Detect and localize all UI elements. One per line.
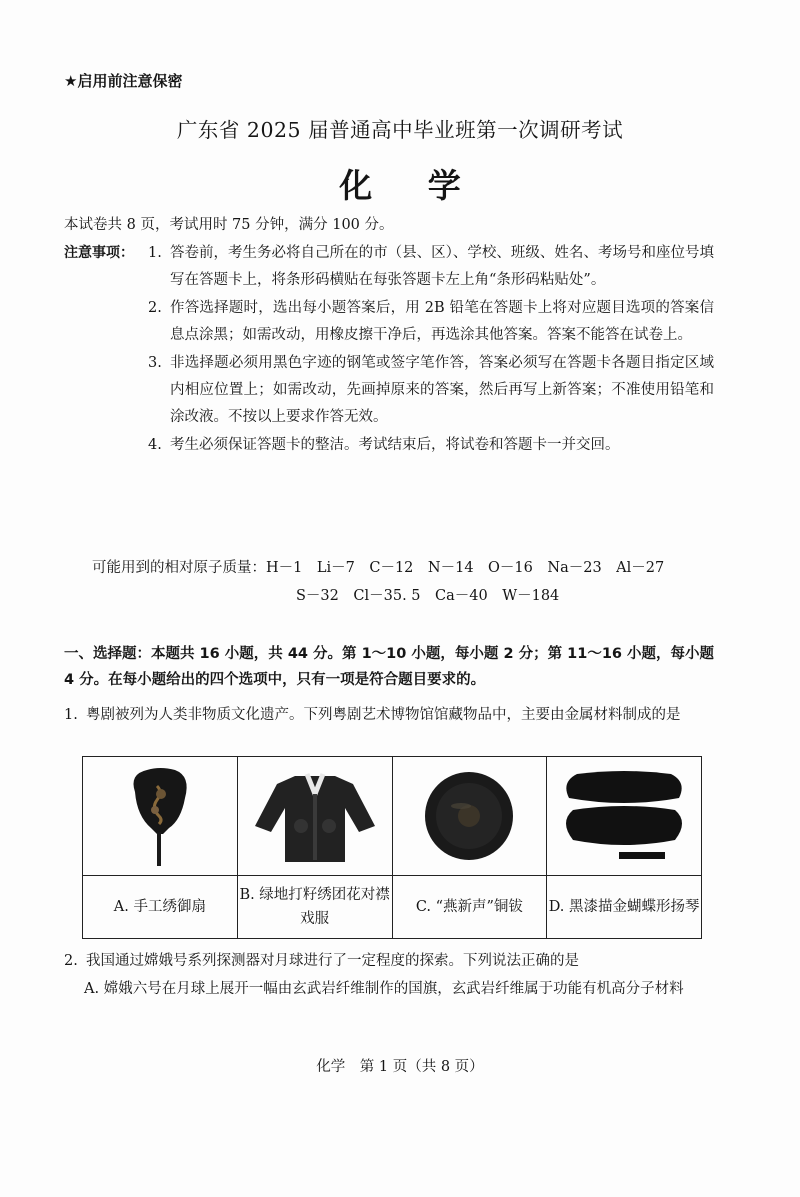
question-text: 我国通过嫦娥号系列探测器对月球进行了一定程度的探索。下列说法正确的是	[86, 953, 579, 969]
note-number: 1.	[148, 245, 162, 261]
yangqin-icon	[559, 768, 689, 864]
note-text: 答卷前，考生务必将自己所在的市（县、区）、学校、班级、姓名、考场号和座位号填写在答题卡上，将条形码横贴在每张答题卡左上角“条形码粘贴处”。	[170, 245, 714, 288]
question-2-option-a: A. 嫦娥六号在月球上展开一幅由玄武岩纤维制作的国旗，玄武岩纤维属于功能有机高分子材料	[84, 981, 684, 997]
note-item	[64, 432, 714, 459]
note-number: 2.	[148, 300, 162, 317]
atomic-mass-line2: S－32 Cl－35. 5 Ca－40 W－184	[296, 588, 560, 604]
option-b-image	[237, 757, 392, 876]
option-d-label: D. 黑漆描金蝴蝶形扬琴	[547, 876, 702, 939]
atomic-mass-line1: 可能用到的相对原子质量：H－1 Li－7 C－12 N－14 O－16 Na－23 Al－27	[92, 560, 665, 576]
option-d-image	[547, 757, 702, 876]
note-item	[64, 240, 714, 293]
question-number: 2.	[64, 953, 78, 969]
options-table	[82, 756, 702, 939]
question-1	[64, 702, 714, 728]
note-text: 非选择题必须用黑色字迹的钢笔或签字笔作答，答案必须写在答题卡各题目指定区域内相应位置上；如需改动，先画掉原来的答案，然后再写上新答案；不准使用铅笔和涂改液。不按以上要求作答无效。	[170, 355, 714, 425]
note-text: 考生必须保证答题卡的整洁。考试结束后，将试卷和答题卡一并交回。	[170, 437, 620, 454]
question-number: 1.	[64, 707, 78, 723]
question-2	[64, 948, 714, 974]
note-number: 4.	[148, 437, 162, 454]
atomic-mass-block	[92, 554, 712, 610]
option-c-label: C. “燕新声”铜钹	[392, 876, 547, 939]
note-item	[64, 295, 714, 348]
option-a-image	[83, 757, 238, 876]
subject-title: 化 学	[339, 166, 483, 205]
notes-block	[64, 240, 714, 461]
option-b-label: B. 绿地打籽绣团花对襟戏服	[237, 876, 392, 939]
exam-intro: 本试卷共 8 页，考试用时 75 分钟，满分 100 分。	[64, 217, 394, 233]
note-number: 3.	[148, 355, 162, 372]
option-c-image	[392, 757, 547, 876]
cymbal-icon	[421, 768, 517, 864]
exam-title: 广东省 2025 届普通高中毕业班第一次调研考试	[176, 118, 624, 142]
confidential-notice: ★启用前注意保密	[64, 72, 183, 90]
fan-icon	[125, 764, 195, 868]
page-footer: 化学 第 1 页（共 8 页）	[316, 1059, 484, 1075]
notes-label: 注意事项：	[64, 245, 134, 261]
option-a-label: A. 手工绣御扇	[83, 876, 238, 939]
note-text: 作答选择题时，选出每小题答案后，用 2B 铅笔在答题卡上将对应题目选项的答案信息点涂黑；如需改动，用橡皮擦干净后，再选涂其他答案。答案不能答在试卷上。	[170, 300, 714, 343]
section-heading: 一、选择题：本题共 16 小题，共 44 分。第 1～10 小题，每小题 2 分；第 11～16 小题，每小题 4 分。在每小题给出的四个选项中，只有一项是符合题目要求的。	[64, 646, 715, 688]
note-item	[64, 350, 714, 430]
question-text: 粤剧被列为人类非物质文化遗产。下列粤剧艺术博物馆馆藏物品中，主要由金属材料制成的是	[86, 707, 681, 723]
costume-icon	[253, 768, 377, 864]
